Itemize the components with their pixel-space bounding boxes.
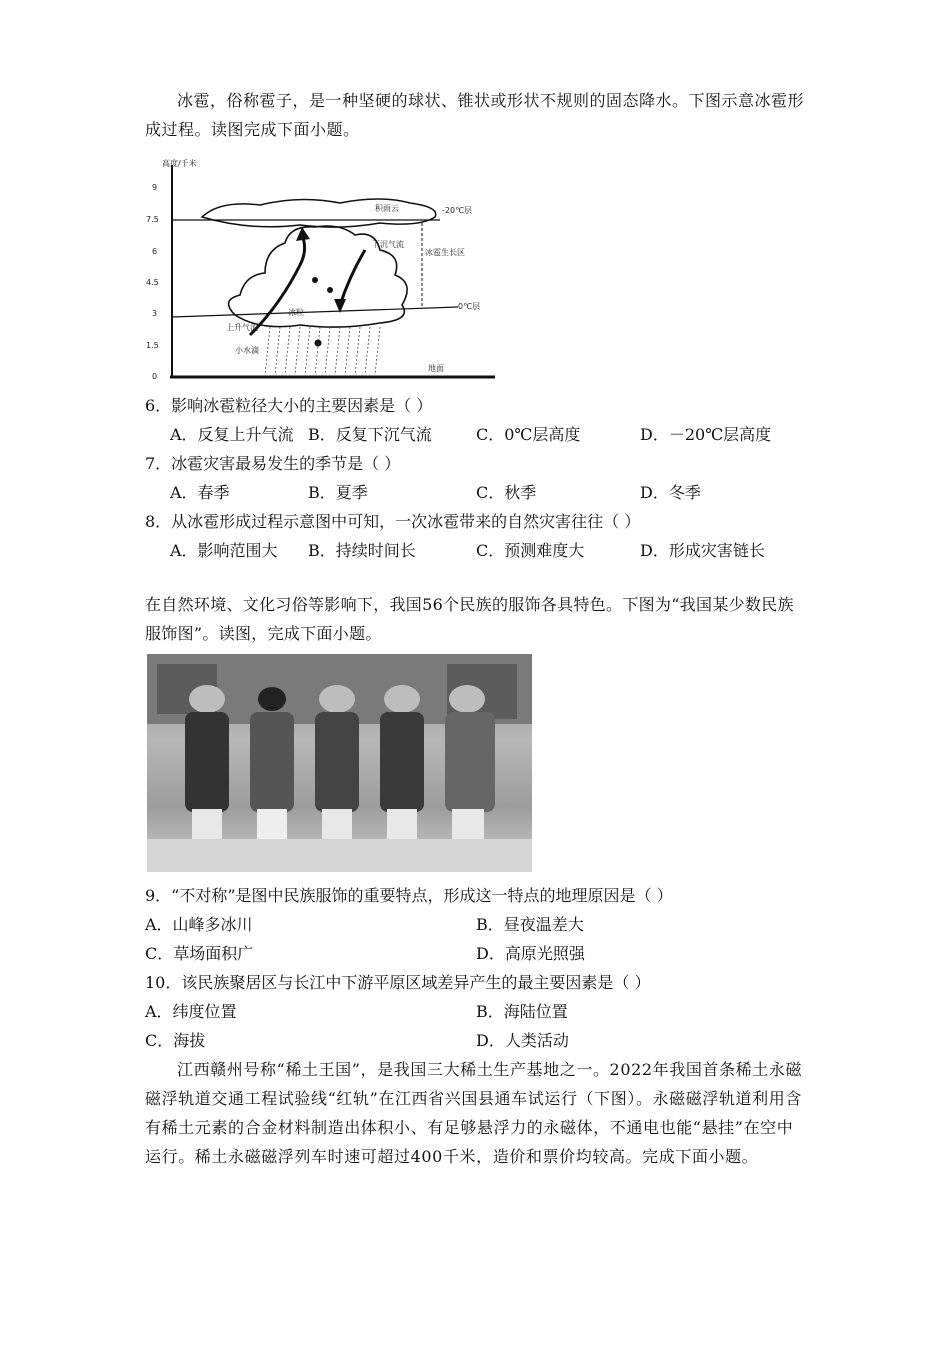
y-tick: 1.5 — [146, 341, 159, 350]
hail-intro: 冰雹，俗称雹子，是一种坚硬的球状、锥状或形状不规则的固态降水。下图示意冰雹形成过程。读图完成下面小题。 — [145, 91, 805, 139]
hail-particle — [327, 287, 333, 293]
anvil-label: 积雨云 — [375, 204, 399, 213]
q9-option-a[interactable]: A．山峰多冰川 — [145, 915, 253, 934]
question-9-stem: 9．“不对称”是图中民族服饰的重要特点，形成这一特点的地理原因是（ ） — [145, 886, 673, 905]
hail-particle — [312, 277, 318, 283]
question-10-stem: 10．该民族聚居区与长江中下游平原区域差异产生的最主要因素是（ ） — [145, 973, 651, 992]
q7-option-d[interactable]: D．冬季 — [640, 483, 701, 502]
anvil-cloud — [202, 199, 436, 227]
updraft-arrow — [250, 235, 305, 335]
ice-particle-label: 冰粒 — [288, 308, 304, 317]
q10-option-a[interactable]: A．纬度位置 — [145, 1002, 237, 1021]
q6-option-d[interactable]: D．－20℃层高度 — [640, 425, 772, 444]
y-tick: 7.5 — [146, 215, 159, 224]
updraft-label: 上升气流 — [226, 323, 258, 332]
ground-floor — [147, 839, 532, 872]
question-6-stem: 6．影响冰雹粒径大小的主要因素是（ ） — [145, 396, 433, 415]
ground-label: 地面 — [428, 364, 444, 373]
y-tick: 0 — [152, 372, 158, 381]
q8-option-a[interactable]: A．影响范围大 — [170, 541, 278, 560]
q10-option-b[interactable]: B．海陆位置 — [476, 1002, 568, 1021]
zero-line — [172, 307, 458, 317]
q6-option-c[interactable]: C．0℃层高度 — [476, 425, 581, 444]
downdraft-label: 下沉气流 — [372, 240, 404, 249]
minus20-label: -20℃层 — [442, 206, 473, 215]
downdraft-arrow — [340, 250, 365, 305]
costume-photo — [147, 654, 532, 872]
q10-option-c[interactable]: C．海拔 — [145, 1031, 206, 1050]
q6-option-a[interactable]: A．反复上升气流 — [170, 425, 294, 444]
q10-option-d[interactable]: D．人类活动 — [476, 1031, 569, 1050]
q7-option-b[interactable]: B．夏季 — [308, 483, 368, 502]
water-drop-label: 小水滴 — [235, 346, 259, 355]
y-tick: 4.5 — [146, 278, 159, 287]
costume-intro: 在自然环境、文化习俗等影响下，我国56个民族的服饰各具特色。下图为“我国某少数民族服饰图”。读图，完成下面小题。 — [145, 595, 794, 643]
y-tick: 6 — [152, 247, 158, 256]
y-tick: 9 — [152, 183, 158, 192]
growth-zone-label: 冰雹生长区 — [425, 248, 465, 257]
precipitation — [265, 327, 380, 375]
y-tick: 3 — [152, 309, 158, 318]
zero-label: 0℃层 — [458, 302, 481, 311]
q9-option-c[interactable]: C．草场面积广 — [145, 944, 254, 963]
q7-option-a[interactable]: A．春季 — [170, 483, 230, 502]
y-ticks — [146, 183, 159, 381]
q8-option-b[interactable]: B．持续时间长 — [308, 541, 416, 560]
q8-option-d[interactable]: D．形成灾害链长 — [640, 541, 765, 560]
question-8-stem: 8．从冰雹形成过程示意图中可知，一次冰雹带来的自然灾害往往（ ） — [145, 512, 641, 531]
q6-option-b[interactable]: B．反复下沉气流 — [308, 425, 432, 444]
q7-option-c[interactable]: C．秋季 — [476, 483, 537, 502]
question-7-stem: 7．冰雹灾害最易发生的季节是（ ） — [145, 454, 401, 473]
q9-option-b[interactable]: B．昼夜温差大 — [476, 915, 584, 934]
q8-option-c[interactable]: C．预测难度大 — [476, 541, 585, 560]
y-axis-label: 高度/千米 — [162, 159, 197, 168]
q9-option-d[interactable]: D．高原光照强 — [476, 944, 585, 963]
hail-formation-diagram — [140, 155, 500, 390]
maglev-intro: 江西赣州号称“稀土王国”，是我国三大稀土生产基地之一。2022年我国首条稀土永磁磁浮轨道交通工程试验线“红轨”在江西省兴国县通车试运行（下图）。永磁磁浮轨道利用含有稀土元素的合金材料制造出体积小、有足够悬浮力的永磁体，不通电也能“悬挂”在空中运行。稀土永磁磁浮列车时速可超过400千米，造价和票价均较高。完成下面小题。 — [145, 1060, 803, 1166]
